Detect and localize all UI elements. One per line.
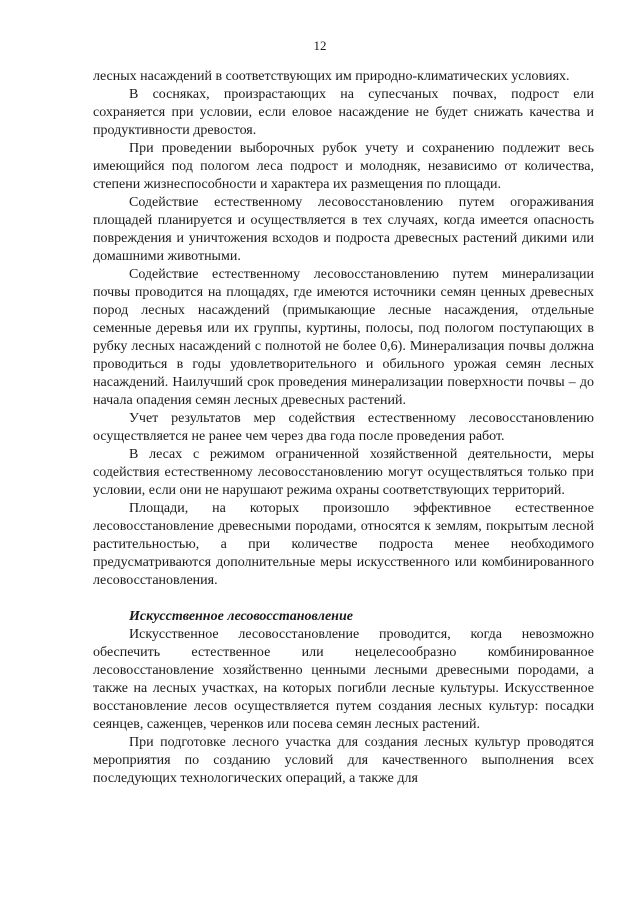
section-heading: Искусственное лесовосстановление xyxy=(129,609,353,624)
paragraph: При подготовке лесного участка для создания лесных культур проводятся мероприятия по созданию условий для качественного выполнения всех последующих технологических операций, а также для xyxy=(93,735,594,786)
paragraph: Содействие естественному лесовосстановлению путем минерализации почвы проводится на площадях, где имеются источники семян ценных древесных пород лесных насаждений (примыкающие лесные насаждения, отдельные семенные деревья или их группы, куртины, полосы, под пологом поступающих в рубку лесных насаждений с полнотой не более 0,6). Минерализация почвы должна проводиться в годы удовлетворительного и обильного урожая семян лесных насаждений. Наилучший срок проведения минерализации поверхности почвы – до начала опадения семян лесных древесных растений. xyxy=(93,267,594,408)
document-body xyxy=(93,68,594,788)
paragraph: Площади, на которых произошло эффективное естественное лесовосстановление древесными породами, относятся к землям, покрытым лесной растительностью, а при количестве подроста менее необходимого предусматриваются дополнительные меры искусственного или комбинированного лесовосстановления. xyxy=(93,501,594,588)
paragraph: Искусственное лесовосстановление проводится, когда невозможно обеспечить естественное или нецелесообразно комбинированное лесовосстановление хозяйственно ценными лесными древесными породами, а также на лесных участках, на которых погибли лесные культуры. Искусственное восстановление лесов осуществляется путем создания лесных культур: посадки сеянцев, саженцев, черенков или посева семян лесных растений. xyxy=(93,627,594,732)
page-number: 12 xyxy=(313,38,327,53)
paragraph: В сосняках, произрастающих на супесчаных почвах, подрост ели сохраняется при условии, если еловое насаждение не будет снижать качества и продуктивности древостоя. xyxy=(93,87,594,138)
paragraph: Содействие естественному лесовосстановлению путем огораживания площадей планируется и осуществляется в тех случаях, когда имеется опасность повреждения и уничтожения всходов и подроста древесных растений дикими или домашними животными. xyxy=(93,195,594,264)
paragraph: При проведении выборочных рубок учету и сохранению подлежит весь имеющийся под пологом леса подрост и молодняк, независимо от количества, степени жизнеспособности и характера их размещения по площади. xyxy=(93,141,594,192)
paragraph: В лесах с режимом ограниченной хозяйственной деятельности, меры содействия естественному лесовосстановлению могут осуществляться только при условии, если они не нарушают режима охраны соответствующих территорий. xyxy=(93,447,594,498)
paragraph: Учет результатов мер содействия естественному лесовосстановлению осуществляется не ранее чем через два года после проведения работ. xyxy=(93,411,594,444)
paragraph: лесных насаждений в соответствующих им природно-климатических условиях. xyxy=(93,69,570,84)
